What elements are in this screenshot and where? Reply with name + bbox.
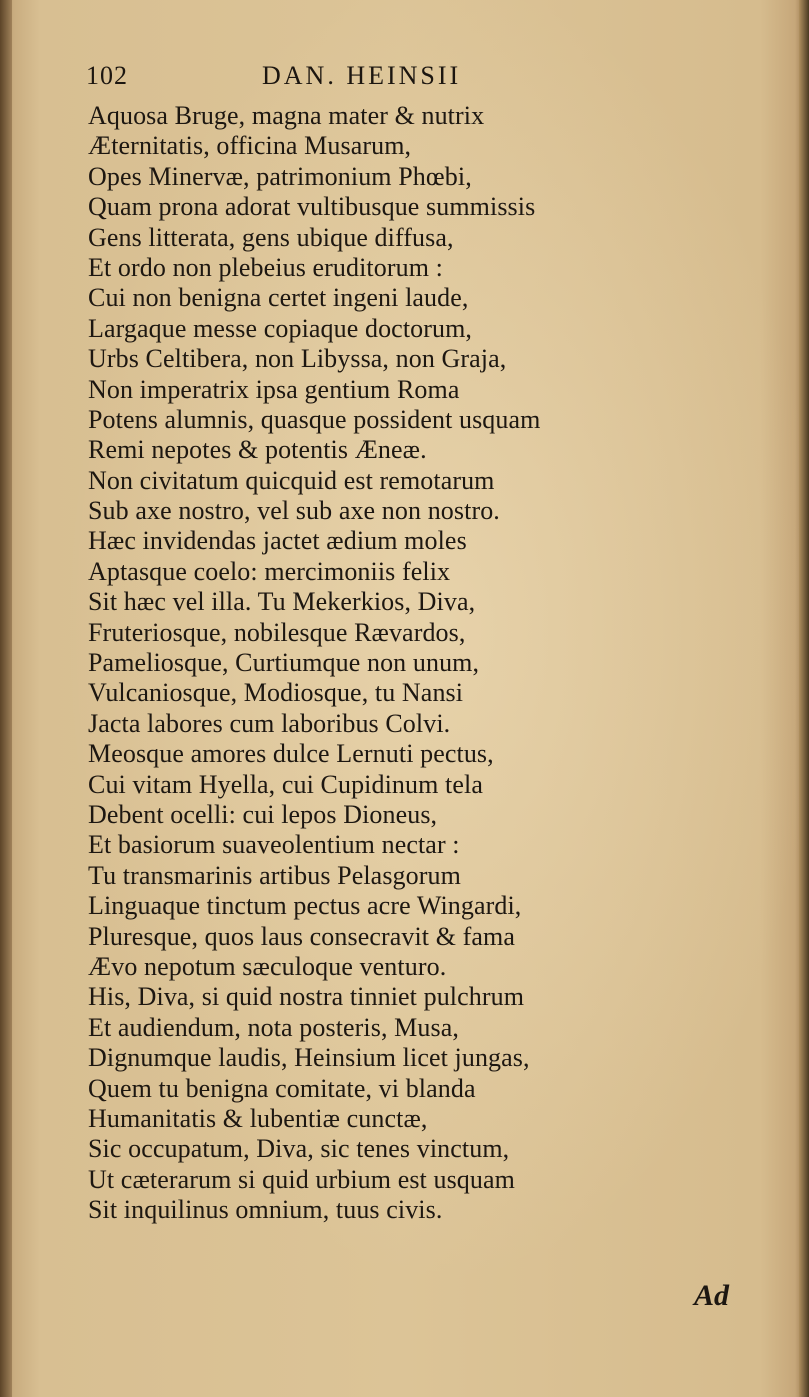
verse-line: Ævo nepotum sæculoque venturo.: [88, 951, 447, 981]
verse-line: Urbs Celtibera, non Libyssa, non Graja,: [88, 344, 507, 374]
verse-line: Et audiendum, nota posteris, Musa,: [88, 1012, 459, 1042]
page-edge: [799, 0, 809, 1397]
verse-line: Remi nepotes & potentis Æneæ.: [88, 435, 427, 465]
verse-line: Largaque messe copiaque doctorum,: [88, 313, 473, 343]
verse-line: Sit inquilinus omnium, tuus civis.: [88, 1195, 443, 1225]
verse-line: Et ordo non plebeius eruditorum :: [88, 252, 443, 282]
verse-line: Potens alumnis, quasque possident usquam: [88, 404, 541, 434]
verse-line: Linguaque tinctum pectus acre Wingardi,: [88, 891, 522, 921]
verse-line: His, Diva, si quid nostra tinniet pulchrum: [88, 982, 525, 1012]
verse-line: Fruteriosque, nobilesque Rævardos,: [88, 617, 466, 647]
catchword: Ad: [694, 1279, 730, 1312]
verse-line: Sic occupatum, Diva, sic tenes vinctum,: [88, 1134, 510, 1164]
page-number: 102: [86, 61, 128, 90]
verse-line: Cui vitam Hyella, cui Cupidinum tela: [88, 769, 483, 799]
verse-line: Vulcaniosque, Modiosque, tu Nansi: [88, 678, 464, 708]
verse-line: Pluresque, quos laus consecravit & fama: [88, 921, 516, 951]
verse-line: Aptasque coelo: mercimoniis felix: [88, 556, 451, 586]
verse-line: Ut cæterarum si quid urbium est usquam: [88, 1164, 515, 1194]
verse-line: Quem tu benigna comitate, vi blanda: [88, 1073, 476, 1103]
verse-line: Tu transmarinis artibus Pelasgorum: [88, 860, 461, 890]
binding-edge: [0, 0, 12, 1397]
verse-line: Non imperatrix ipsa gentium Roma: [88, 374, 460, 404]
running-head: DAN. HEINSII: [262, 61, 462, 90]
verse-line: Quam prona adorat vultibusque summissis: [88, 192, 536, 222]
verse-line: Dignumque laudis, Heinsium licet jungas,: [88, 1043, 530, 1073]
verse-line: Jacta labores cum laboribus Colvi.: [88, 708, 451, 738]
verse-line: Non civitatum quicquid est remotarum: [88, 465, 495, 495]
verse-line: Sub axe nostro, vel sub axe non nostro.: [88, 496, 500, 526]
verse-line: Et basiorum suaveolentium nectar :: [88, 830, 460, 860]
verse-line: Pameliosque, Curtiumque non unum,: [88, 648, 480, 678]
verse-line: Cui non benigna certet ingeni laude,: [88, 283, 469, 313]
verse-line: Gens litterata, gens ubique diffusa,: [88, 222, 454, 252]
verse-line: Æternitatis, officina Musarum,: [88, 131, 412, 161]
verse-block: [88, 101, 648, 1225]
verse-line: Opes Minervæ, patrimonium Phœbi,: [88, 161, 472, 191]
verse-line: Hæc invidendas jactet ædium moles: [88, 526, 467, 556]
verse-line: Debent ocelli: cui lepos Dioneus,: [88, 799, 438, 829]
page-header: [86, 56, 556, 96]
verse-line: Humanitatis & lubentiæ cunctæ,: [88, 1103, 428, 1133]
verse-line: Sit hæc vel illa. Tu Mekerkios, Diva,: [88, 587, 476, 617]
verse-line: Aquosa Bruge, magna mater & nutrix: [88, 101, 485, 130]
verse-line: Meosque amores dulce Lernuti pectus,: [88, 739, 494, 769]
